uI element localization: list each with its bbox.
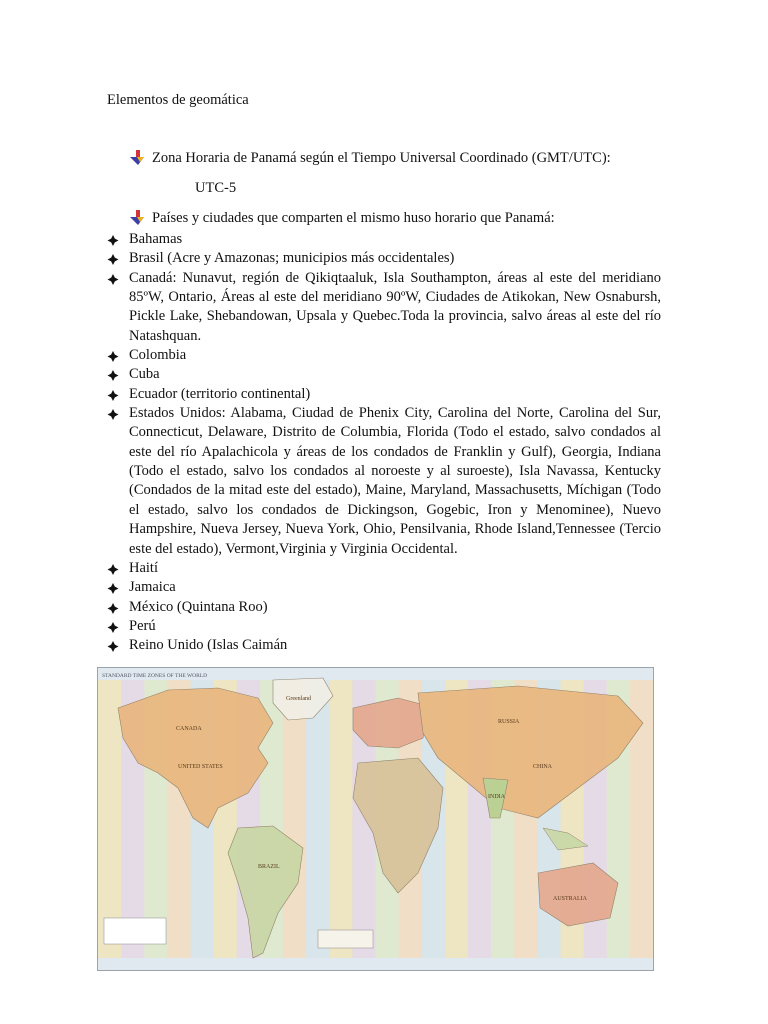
arrow-bullet-icon	[128, 210, 145, 226]
page-title: Elementos de geomática	[107, 92, 249, 108]
list-item: Colombia	[107, 346, 661, 365]
country-list	[107, 230, 661, 656]
time-zones-map	[97, 667, 654, 971]
time-zone-stripe	[98, 680, 121, 958]
diamond-bullet-icon	[107, 254, 119, 265]
countries-heading: Países y ciudades que comparten el mismo huso horario que Panamá:	[152, 210, 555, 226]
list-item: Estados Unidos: Alabama, Ciudad de Phenix City, Carolina del Norte, Carolina del Sur, Connecticut, Delaware, Distrito de Columbia, Florida (Todo el estado, salvo condados al este del río Apalachicola y áreas de los condados de Franklin y Gulf), Georgia, Indiana (Todo el estado, salvo los condados al noroeste y al suroeste), Isla Navassa, Kentucky (Condados de la mitad este del estado), Maine, Maryland, Massachusetts, Míchigan (Todo el estado, salvo los condados de Dickingson, Gogebic, Iron y Menominee), Nuevo Hampshire, Nueva Jersey, Nueva York, Ohio, Pensilvania, Rhode Island,Tennessee (Tercio este del estado), Vermont,Virginia y Virginia Occidental.	[107, 404, 661, 559]
list-item: Canadá: Nunavut, región de Qikiqtaaluk, Isla Southampton, áreas al este del meridiano 85ºW, Ontario, Áreas al este del meridiano 90ºW, Ciudades de Atikokan, New Osnabursh, Pickle Lake, Shebandowan, Upsala y Quebec.Toda la provincia, salvo áreas al este del río Natashquan.	[107, 269, 661, 346]
time-zones-map-graphic	[98, 668, 653, 970]
diamond-bullet-icon	[107, 564, 119, 575]
list-item: Cuba	[107, 365, 661, 384]
europe-shape	[353, 698, 428, 748]
map-label: CANADA	[176, 726, 202, 732]
arrow-bullet-icon	[128, 150, 145, 166]
map-label: UNITED STATES	[178, 764, 223, 770]
diamond-bullet-icon	[107, 235, 119, 246]
map-label: RUSSIA	[498, 719, 520, 725]
diamond-bullet-icon	[107, 583, 119, 594]
diamond-bullet-icon	[107, 603, 119, 614]
map-title: STANDARD TIME ZONES OF THE WORLD	[102, 673, 208, 679]
list-item: Bahamas	[107, 230, 661, 249]
diamond-bullet-icon	[107, 622, 119, 633]
map-label: AUSTRALIA	[553, 896, 587, 902]
list-item: Ecuador (territorio continental)	[107, 385, 661, 404]
time-zone-stripe	[329, 680, 352, 958]
map-legend-box	[104, 918, 166, 944]
map-label: INDIA	[488, 794, 505, 800]
time-zone-stripe	[283, 680, 306, 958]
list-item: Perú	[107, 617, 661, 636]
list-item: México (Quintana Roo)	[107, 598, 661, 617]
diamond-bullet-icon	[107, 641, 119, 652]
map-label: CHINA	[533, 764, 552, 770]
time-zone-stripe	[306, 680, 329, 958]
map-legend-box-2	[318, 930, 373, 948]
map-label: Greenland	[286, 696, 311, 702]
diamond-bullet-icon	[107, 409, 119, 420]
list-item: Haití	[107, 559, 661, 578]
diamond-bullet-icon	[107, 274, 119, 285]
list-item: Reino Unido (Islas Caimán	[107, 636, 661, 655]
map-label: BRAZIL	[258, 864, 280, 870]
diamond-bullet-icon	[107, 370, 119, 381]
timezone-value: UTC-5	[195, 180, 237, 196]
list-item: Brasil (Acre y Amazonas; municipios más occidentales)	[107, 249, 661, 268]
diamond-bullet-icon	[107, 390, 119, 401]
list-item: Jamaica	[107, 578, 661, 597]
timezone-heading: Zona Horaria de Panamá según el Tiempo Universal Coordinado (GMT/UTC):	[152, 150, 611, 166]
diamond-bullet-icon	[107, 351, 119, 362]
